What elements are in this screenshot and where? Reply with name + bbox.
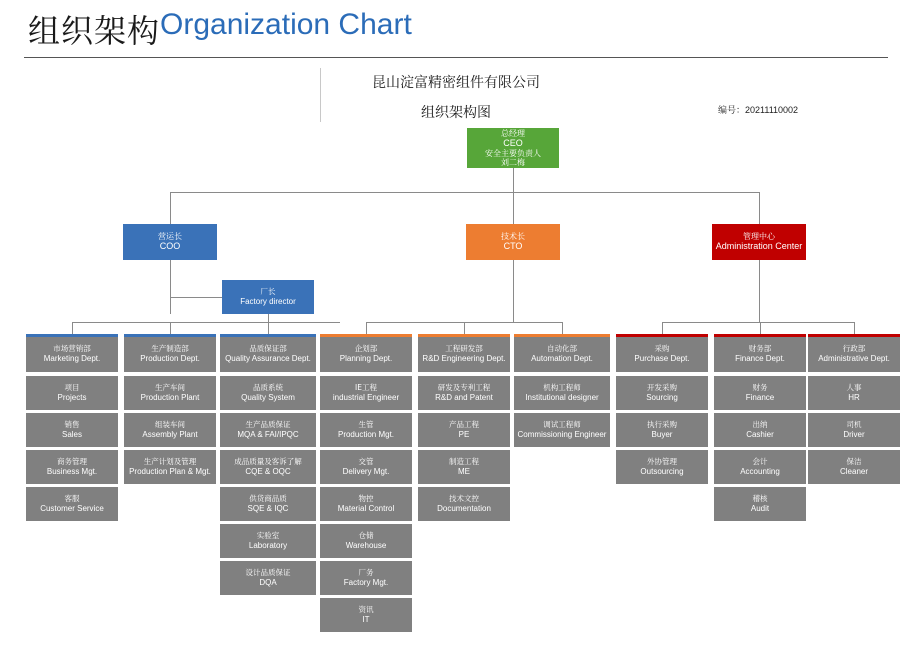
node-ceo-line-3: 安全主要负责人 bbox=[485, 148, 541, 158]
dept-item-quality-5[interactable] bbox=[220, 524, 316, 558]
dept-item-purchase-3-line-2: Outsourcing bbox=[640, 466, 684, 476]
dept-head-quality-line-2: Quality Assurance Dept. bbox=[225, 354, 311, 364]
dept-item-marketing-1-line-2: Projects bbox=[57, 392, 87, 402]
dept-item-planning-7-line-2: IT bbox=[362, 614, 370, 624]
dept-head-administrative-line-1: 行政部 bbox=[842, 344, 866, 354]
dept-item-rd-1-line-1: 研发及专利工程 bbox=[437, 382, 491, 392]
dept-item-marketing-3-line-1: 商务管理 bbox=[57, 456, 87, 466]
dept-item-quality-1-line-1: 品质系统 bbox=[253, 382, 283, 392]
dept-item-marketing-3[interactable] bbox=[26, 450, 118, 484]
dept-item-rd-3-line-2: ME bbox=[458, 466, 470, 476]
dept-item-marketing-3-line-2: Business Mgt. bbox=[46, 466, 98, 476]
dept-item-rd-1[interactable] bbox=[418, 376, 510, 410]
dept-item-finance-1-line-1: 财务 bbox=[752, 382, 768, 392]
dept-item-administrative-2-line-2: Driver bbox=[843, 429, 865, 439]
dept-item-production-2-line-1: 组装车间 bbox=[155, 419, 185, 429]
dept-item-automation-2[interactable] bbox=[514, 413, 610, 447]
dept-item-production-2-line-2: Assembly Plant bbox=[142, 429, 198, 439]
dept-head-quality[interactable] bbox=[220, 334, 316, 372]
node-cto-line-1: 技术长 bbox=[501, 231, 525, 241]
dept-item-quality-3-line-2: CQE & OQC bbox=[245, 466, 291, 476]
dept-head-rd-line-2: R&D Engineering Dept. bbox=[422, 354, 506, 364]
dept-head-marketing-line-2: Marketing Dept. bbox=[43, 354, 101, 364]
dept-head-finance-line-1: 财务部 bbox=[748, 344, 772, 354]
connector-level2-bus bbox=[170, 192, 759, 193]
connector-stem-planning bbox=[366, 322, 367, 334]
dept-item-marketing-4-line-1: 客服 bbox=[64, 493, 80, 503]
dept-item-production-3-line-1: 生产计划及管理 bbox=[143, 456, 197, 466]
dept-item-finance-4-line-2: Audit bbox=[750, 503, 770, 513]
dept-item-automation-1[interactable] bbox=[514, 376, 610, 410]
dept-item-production-1-line-2: Production Plant bbox=[140, 392, 200, 402]
dept-item-purchase-3-line-1: 外协管理 bbox=[647, 456, 677, 466]
dept-item-administrative-3[interactable] bbox=[808, 450, 900, 484]
connector-bus-coo-depts bbox=[72, 322, 340, 323]
dept-item-finance-3[interactable] bbox=[714, 450, 806, 484]
dept-item-administrative-1-line-1: 人事 bbox=[846, 382, 862, 392]
dept-item-planning-2-line-2: Production Mgt. bbox=[337, 429, 395, 439]
connector-stem-purchase bbox=[662, 322, 663, 334]
dept-item-planning-6-line-1: 厂务 bbox=[358, 567, 374, 577]
connector-coo-down bbox=[170, 260, 171, 314]
dept-item-quality-6-line-1: 设计品质保证 bbox=[245, 567, 291, 577]
dept-item-rd-4-line-2: Documentation bbox=[437, 503, 491, 513]
node-ceo-line-4: 刘二梅 bbox=[501, 158, 525, 168]
connector-to-cto bbox=[513, 192, 514, 224]
dept-item-finance-1-line-2: Finance bbox=[745, 392, 775, 402]
dept-item-planning-5[interactable] bbox=[320, 524, 412, 558]
dept-item-rd-4[interactable] bbox=[418, 487, 510, 521]
dept-head-finance-line-2: Finance Dept. bbox=[735, 354, 785, 364]
dept-item-purchase-2[interactable] bbox=[616, 413, 708, 447]
dept-head-administrative[interactable] bbox=[808, 334, 900, 372]
dept-item-planning-5-line-1: 仓储 bbox=[358, 530, 374, 540]
dept-item-planning-4-line-2: Material Control bbox=[337, 503, 395, 513]
connector-admin-down bbox=[759, 260, 760, 322]
dept-head-automation-line-1: 自动化部 bbox=[547, 344, 577, 354]
dept-item-rd-4-line-1: 技术文控 bbox=[449, 493, 479, 503]
dept-item-quality-1-line-2: Quality System bbox=[241, 392, 295, 402]
dept-item-quality-5-line-2: Laboratory bbox=[248, 540, 288, 550]
dept-item-purchase-1[interactable] bbox=[616, 376, 708, 410]
dept-item-rd-2-line-2: PE bbox=[458, 429, 470, 439]
dept-item-marketing-4[interactable] bbox=[26, 487, 118, 521]
page-title-en: Organization Chart bbox=[160, 8, 412, 41]
connector-stem-production bbox=[170, 322, 171, 334]
dept-head-production[interactable] bbox=[124, 334, 216, 372]
dept-head-automation[interactable] bbox=[514, 334, 610, 372]
dept-head-marketing-line-1: 市场营销部 bbox=[53, 344, 91, 354]
dept-head-production-line-1: 生产制造部 bbox=[151, 344, 189, 354]
connector-stem-rd bbox=[464, 322, 465, 334]
dept-item-rd-1-line-2: R&D and Patent bbox=[435, 392, 493, 402]
dept-item-quality-5-line-1: 实验室 bbox=[256, 530, 280, 540]
node-coo-line-1: 营运长 bbox=[158, 231, 182, 241]
dept-item-quality-6[interactable] bbox=[220, 561, 316, 595]
company-name: 昆山淀富精密组件有限公司 bbox=[372, 75, 540, 91]
node-coo-line-2: COO bbox=[159, 241, 181, 252]
dept-item-marketing-2[interactable] bbox=[26, 413, 118, 447]
dept-item-quality-1[interactable] bbox=[220, 376, 316, 410]
dept-item-planning-6[interactable] bbox=[320, 561, 412, 595]
connector-stem-administrative bbox=[854, 322, 855, 334]
dept-item-purchase-2-line-2: Buyer bbox=[651, 429, 673, 439]
dept-item-production-1-line-1: 生产车间 bbox=[155, 382, 185, 392]
dept-item-production-1[interactable] bbox=[124, 376, 216, 410]
dept-item-automation-2-line-1: 调试工程师 bbox=[543, 419, 581, 429]
connector-ceo-down bbox=[513, 168, 514, 192]
dept-item-automation-1-line-1: 机构工程师 bbox=[543, 382, 581, 392]
node-factory-director-line-1: 厂长 bbox=[260, 286, 276, 296]
dept-item-planning-7-line-1: 资讯 bbox=[358, 604, 374, 614]
dept-head-administrative-line-2: Administrative Dept. bbox=[818, 354, 890, 364]
dept-item-rd-2-line-1: 产品工程 bbox=[449, 419, 479, 429]
dept-item-purchase-3[interactable] bbox=[616, 450, 708, 484]
dept-item-quality-3-line-1: 成品质量及客诉了解 bbox=[234, 456, 302, 466]
dept-item-finance-1[interactable] bbox=[714, 376, 806, 410]
dept-item-finance-2-line-2: Cashier bbox=[746, 429, 774, 439]
dept-item-quality-2[interactable] bbox=[220, 413, 316, 447]
node-factory-director-line-2: Factory director bbox=[240, 296, 296, 306]
dept-item-quality-2-line-2: MQA & FAI/IPQC bbox=[237, 429, 299, 439]
node-ceo[interactable] bbox=[467, 128, 559, 168]
dept-item-administrative-2-line-1: 司机 bbox=[846, 419, 862, 429]
dept-item-planning-5-line-2: Warehouse bbox=[345, 540, 387, 550]
document-number: 编号：20211110002 bbox=[718, 105, 799, 115]
node-coo[interactable] bbox=[123, 224, 217, 260]
dept-item-finance-2-line-1: 出纳 bbox=[752, 419, 768, 429]
dept-head-rd-line-1: 工程研发部 bbox=[445, 344, 483, 354]
dept-item-automation-1-line-2: Institutional designer bbox=[525, 392, 599, 402]
connector-factory-down bbox=[268, 314, 269, 322]
dept-head-marketing[interactable] bbox=[26, 334, 118, 372]
dept-item-finance-4-line-1: 稽核 bbox=[752, 493, 768, 503]
dept-item-production-2[interactable] bbox=[124, 413, 216, 447]
node-administration-center-line-1: 管理中心 bbox=[743, 231, 775, 241]
node-cto-line-2: CTO bbox=[503, 241, 523, 252]
node-administration-center[interactable] bbox=[712, 224, 806, 260]
chart-subtitle: 组织架构图 bbox=[421, 105, 491, 121]
dept-item-purchase-2-line-1: 执行采购 bbox=[647, 419, 677, 429]
dept-head-planning-line-2: Planning Dept. bbox=[339, 354, 393, 364]
dept-item-planning-2[interactable] bbox=[320, 413, 412, 447]
dept-item-quality-4-line-1: 供货商品质 bbox=[249, 493, 287, 503]
dept-item-quality-6-line-2: DQA bbox=[259, 577, 277, 587]
dept-item-purchase-1-line-1: 开发采购 bbox=[647, 382, 677, 392]
dept-item-administrative-2[interactable] bbox=[808, 413, 900, 447]
dept-item-production-3-line-2: Production Plan & Mgt. bbox=[129, 466, 211, 476]
dept-item-automation-2-line-2: Commissioning Engineer bbox=[517, 429, 607, 439]
dept-item-administrative-3-line-2: Cleaner bbox=[839, 466, 868, 476]
connector-stem-automation bbox=[562, 322, 563, 334]
dept-item-planning-1[interactable] bbox=[320, 376, 412, 410]
dept-item-marketing-1[interactable] bbox=[26, 376, 118, 410]
connector-coo-to-factory bbox=[170, 297, 222, 298]
dept-item-planning-4-line-1: 物控 bbox=[358, 493, 374, 503]
dept-item-planning-6-line-2: Factory Mgt. bbox=[343, 577, 389, 587]
page-title-cn: 组织架构 bbox=[28, 12, 161, 50]
dept-item-planning-2-line-1: 生管 bbox=[358, 419, 374, 429]
dept-item-marketing-2-line-2: Sales bbox=[61, 429, 82, 439]
connector-stem-quality bbox=[268, 322, 269, 334]
node-cto[interactable] bbox=[466, 224, 560, 260]
dept-item-planning-7[interactable] bbox=[320, 598, 412, 632]
dept-item-finance-2[interactable] bbox=[714, 413, 806, 447]
dept-item-production-3[interactable] bbox=[124, 450, 216, 484]
node-administration-center-line-2: Administration Center bbox=[715, 241, 803, 252]
node-ceo-line-1: 总经理 bbox=[501, 128, 525, 138]
dept-item-finance-4[interactable] bbox=[714, 487, 806, 521]
dept-item-quality-2-line-1: 生产品质保证 bbox=[245, 419, 291, 429]
dept-head-quality-line-1: 品质保证部 bbox=[249, 344, 287, 354]
dept-head-purchase-line-2: Purchase Dept. bbox=[634, 354, 690, 364]
dept-head-production-line-2: Production Dept. bbox=[140, 354, 200, 364]
dept-item-administrative-1[interactable] bbox=[808, 376, 900, 410]
connector-stem-finance bbox=[760, 322, 761, 334]
dept-item-quality-4[interactable] bbox=[220, 487, 316, 521]
dept-head-planning-line-1: 企划部 bbox=[354, 344, 378, 354]
dept-head-purchase[interactable] bbox=[616, 334, 708, 372]
dept-item-rd-3-line-1: 制造工程 bbox=[449, 456, 479, 466]
dept-item-purchase-1-line-2: Sourcing bbox=[646, 392, 678, 402]
node-ceo-line-2: CEO bbox=[503, 137, 523, 148]
dept-item-planning-1-line-2: industrial Engineer bbox=[332, 392, 400, 402]
dept-head-rd[interactable] bbox=[418, 334, 510, 372]
dept-item-marketing-1-line-1: 项目 bbox=[64, 382, 80, 392]
dept-item-administrative-3-line-1: 保洁 bbox=[846, 456, 862, 466]
dept-item-marketing-2-line-1: 销售 bbox=[64, 419, 80, 429]
dept-head-planning[interactable] bbox=[320, 334, 412, 372]
connector-bus-cto-depts bbox=[366, 322, 562, 323]
connector-cto-down bbox=[513, 260, 514, 322]
connector-bus-coo-left bbox=[72, 322, 73, 334]
dept-item-planning-1-line-1: IE工程 bbox=[355, 382, 377, 392]
dept-item-rd-2[interactable] bbox=[418, 413, 510, 447]
node-factory-director[interactable] bbox=[222, 280, 314, 314]
dept-item-rd-3[interactable] bbox=[418, 450, 510, 484]
connector-bus-admin-depts bbox=[662, 322, 854, 323]
dept-item-administrative-1-line-2: HR bbox=[848, 392, 860, 402]
dept-head-finance[interactable] bbox=[714, 334, 806, 372]
dept-item-planning-4[interactable] bbox=[320, 487, 412, 521]
dept-item-planning-3-line-2: Delivery Mgt. bbox=[342, 466, 390, 476]
dept-item-planning-3-line-1: 交管 bbox=[358, 456, 374, 466]
dept-item-planning-3[interactable] bbox=[320, 450, 412, 484]
dept-head-purchase-line-1: 采购 bbox=[654, 344, 670, 354]
dept-item-quality-4-line-2: SQE & IQC bbox=[247, 503, 289, 513]
dept-item-marketing-4-line-2: Customer Service bbox=[40, 503, 104, 513]
connector-to-admin bbox=[759, 192, 760, 224]
dept-head-automation-line-2: Automation Dept. bbox=[531, 354, 593, 364]
dept-item-finance-3-line-1: 会计 bbox=[752, 456, 768, 466]
dept-item-finance-3-line-2: Accounting bbox=[740, 466, 780, 476]
connector-to-coo bbox=[170, 192, 171, 224]
dept-item-quality-3[interactable] bbox=[220, 450, 316, 484]
